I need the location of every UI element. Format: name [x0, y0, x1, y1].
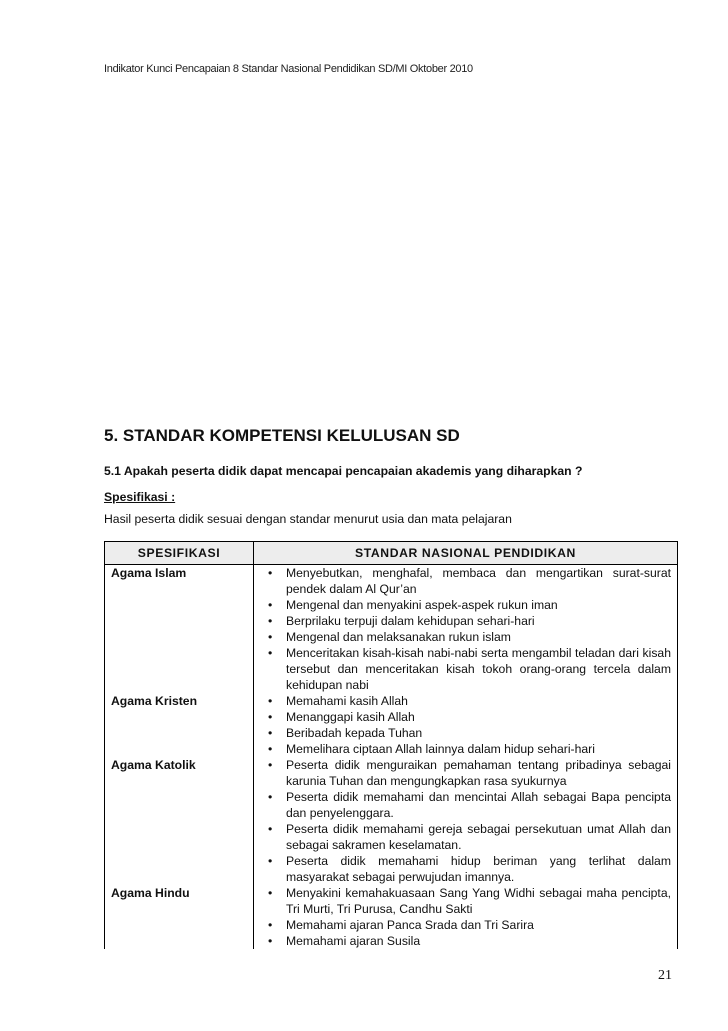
bullet-icon: • — [268, 694, 273, 708]
page-header: Indikator Kunci Pencapaian 8 Standar Nasional Pendidikan SD/MI Oktober 2010 — [104, 63, 473, 75]
bullet-icon: • — [268, 630, 273, 644]
bullet-icon: • — [268, 710, 273, 724]
list-item-text: Memelihara ciptaan Allah lainnya dalam hidup sehari-hari — [286, 742, 595, 756]
list-item-text: Menanggapi kasih Allah — [286, 710, 415, 724]
list-item — [254, 885, 677, 917]
subject-cell — [105, 565, 254, 950]
list-item-text: Memahami ajaran Susila — [286, 934, 421, 948]
list-item — [254, 853, 677, 885]
list-item-text: Peserta didik menguraikan pemahaman tentang pribadinya sebagai karunia Tuhan dan mengungkapkan rasa syukurnya — [286, 758, 671, 788]
list-item-text: Memahami ajaran Panca Srada dan Tri Sarira — [286, 918, 534, 932]
list-item — [254, 725, 677, 741]
bullet-icon: • — [268, 918, 273, 932]
bullet-icon: • — [268, 758, 273, 772]
standards-table — [104, 541, 678, 949]
bullet-icon: • — [268, 822, 273, 836]
list-item-text: Berprilaku terpuji dalam kehidupan sehari-hari — [286, 614, 535, 628]
list-item-text: Mengenal dan melaksanakan rukun islam — [286, 630, 511, 644]
list-item — [254, 821, 677, 853]
page-number: 21 — [658, 968, 672, 983]
standards-cell — [254, 565, 678, 950]
subject-label: Agama Islam — [111, 566, 187, 580]
subject-label: Agama Katolik — [111, 758, 196, 772]
bullet-icon: • — [268, 566, 273, 580]
list-item-text: Menyakini kemahakuasaan Sang Yang Widhi sebagai maha pencipta, Tri Murti, Tri Purusa, Candhu Sakti — [286, 886, 671, 916]
list-item — [254, 933, 677, 949]
bullet-icon: • — [268, 886, 273, 900]
standards-list — [254, 565, 677, 949]
list-item — [254, 741, 677, 757]
list-item-text: Memahami kasih Allah — [286, 694, 408, 708]
specification-label: Spesifikasi : — [104, 490, 176, 504]
table-header-row — [105, 542, 678, 565]
list-item-text: Beribadah kepada Tuhan — [286, 726, 423, 740]
list-item — [254, 917, 677, 933]
bullet-icon: • — [268, 646, 273, 660]
column-header-standard: STANDAR NASIONAL PENDIDIKAN — [254, 542, 678, 565]
column-header-specification: SPESIFIKASI — [105, 542, 254, 565]
bullet-icon: • — [268, 790, 273, 804]
list-item — [254, 613, 677, 629]
list-item-text: Mengenal dan menyakini aspek-aspek rukun iman — [286, 598, 558, 612]
list-item-text: Peserta didik memahami gereja sebagai persekutuan umat Allah dan sebagai sakramen keselamatan. — [286, 822, 671, 852]
list-item — [254, 645, 677, 693]
list-item — [254, 597, 677, 613]
bullet-icon: • — [268, 742, 273, 756]
list-item — [254, 565, 677, 597]
section-title: 5. STANDAR KOMPETENSI KELULUSAN SD — [104, 426, 460, 445]
bullet-icon: • — [268, 726, 273, 740]
list-item-text: Menyebutkan, menghafal, membaca dan mengartikan surat-surat pendek dalam Al Qur’an — [286, 566, 671, 596]
list-item — [254, 629, 677, 645]
bullet-icon: • — [268, 854, 273, 868]
table-row — [105, 565, 678, 950]
list-item-text: Peserta didik memahami hidup beriman yang terlihat dalam masyarakat sebagai perwujudan imannya. — [286, 854, 671, 884]
list-item-text: Peserta didik memahami dan mencintai Allah sebagai Bapa pencipta dan penyelenggara. — [286, 790, 671, 820]
list-item — [254, 757, 677, 789]
specification-text: Hasil peserta didik sesuai dengan standar menurut usia dan mata pelajaran — [104, 512, 512, 526]
subject-label: Agama Kristen — [111, 694, 198, 708]
subject-label: Agama Hindu — [111, 886, 190, 900]
list-item — [254, 789, 677, 821]
bullet-icon: • — [268, 934, 273, 948]
list-item — [254, 693, 677, 709]
list-item — [254, 709, 677, 725]
question-heading: 5.1 Apakah peserta didik dapat mencapai pencapaian akademis yang diharapkan ? — [104, 464, 583, 478]
bullet-icon: • — [268, 598, 273, 612]
bullet-icon: • — [268, 614, 273, 628]
list-item-text: Menceritakan kisah-kisah nabi-nabi serta mengambil teladan dari kisah tersebut dan menceritakan kisah tokoh orang-orang tercela dalam kehidupan nabi — [286, 646, 671, 692]
